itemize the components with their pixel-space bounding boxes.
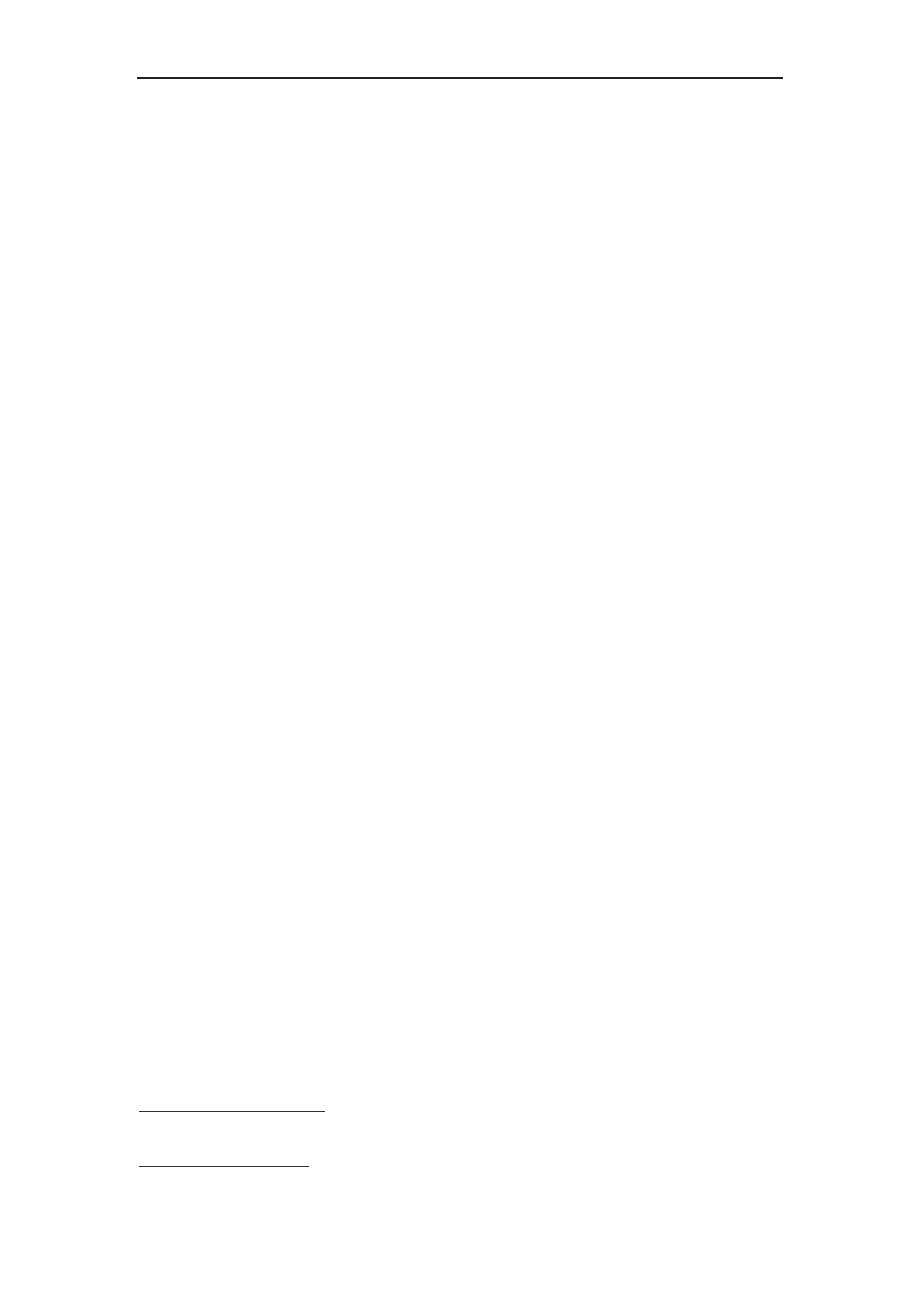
answer-line-12[interactable] <box>139 1166 309 1167</box>
header-rule <box>137 77 783 79</box>
answer-line-11[interactable] <box>139 1111 325 1112</box>
